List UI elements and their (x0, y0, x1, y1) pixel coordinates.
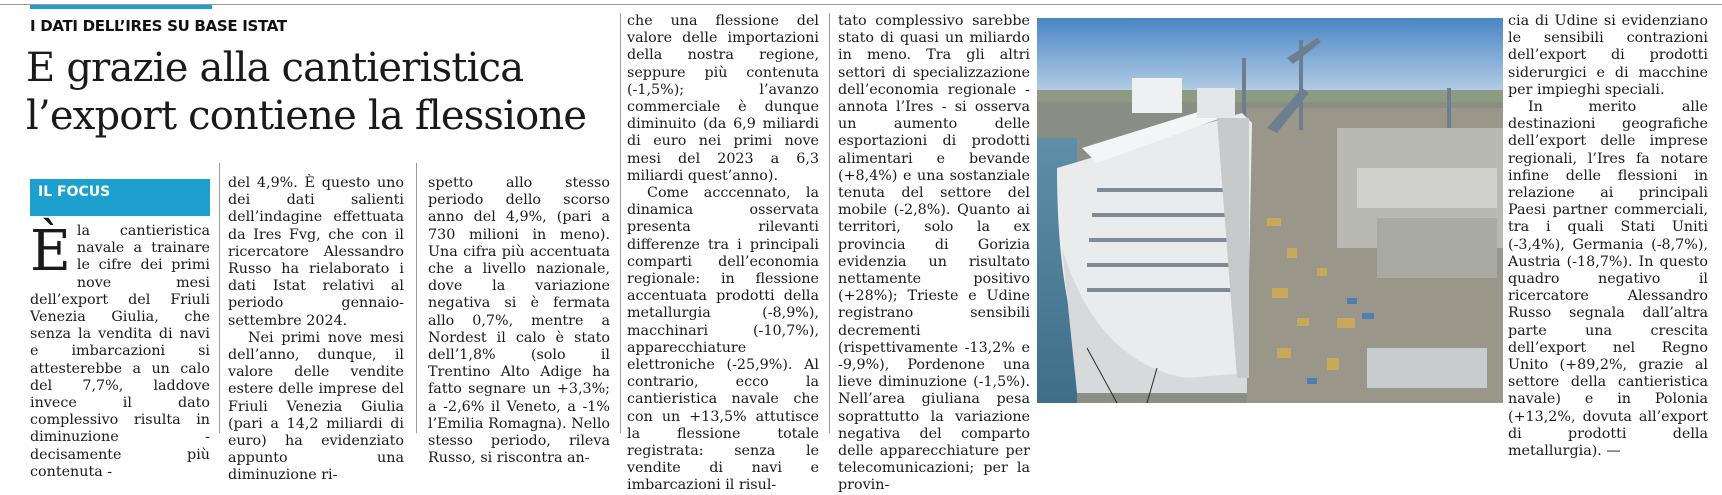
kicker-accent-bar (30, 5, 212, 9)
column-divider (829, 13, 830, 433)
article-column-2 (228, 175, 404, 484)
shipyard-photo (1037, 18, 1503, 403)
focus-label: IL FOCUS (38, 184, 111, 200)
paragraph-text: In merito alle destinazioni geografiche dell’export delle imprese regionali, l’Ires fa notare infine delle flessioni in relazione ai principali Paesi partner commerciali, tra i quali Stati Uniti (-3,4%), Germania (-8,7%), Austria (-18,7%). In questo quadro negativo il ricercatore Alessandro Russo segnala dall’altra parte una crescita dell’export nel Regno Unito (+89,2%, grazie al settore della cantieristica navale) e in Polonia (+13,2%, dovuta all’export di prodotti della metallurgia). (1508, 99, 1708, 460)
article-column-4 (627, 13, 819, 494)
paragraph: Nei primi nove mesi dell’anno, dunque, il valore delle vendite estere delle imprese del Friuli Venezia Giulia (pari a 14,2 miliardi di euro) ha evidenziato appunto una diminuzione ri- (228, 329, 404, 484)
end-mark: — (1606, 443, 1621, 460)
article-column-6 (1508, 13, 1708, 460)
shipyard-illustration (1037, 18, 1503, 403)
column-divider (416, 163, 417, 433)
paragraph: spetto allo stesso periodo dello scorso anno del 4,9%, (pari a 730 milioni in meno). Una cifra più accentuata che a livello nazionale, dove la variazione negativa si è fermata allo 0,7%, mentre a Nordest il calo è stato dell’1,8% (solo il Trentino Alto Adige ha fatto segnare un +3,3%; a -2,6% il Veneto, a -1% l’Emilia Romagna). Nello stesso periodo, rileva Russo, si riscontra an- (428, 175, 610, 467)
paragraph: cia di Udine si evidenziano le sensibili contrazioni dell’export di prodotti siderurgici e di macchine per impieghi speciali. (1508, 13, 1708, 98)
article-column-3 (428, 175, 610, 467)
headline-line-1: E grazie alla cantieristica (26, 45, 524, 91)
paragraph: tato complessivo sarebbe stato di quasi un miliardo in meno. Tra gli altri settori di specializzazione dell’economia regionale - annota l’Ires - si osserva un aumento delle esportazioni di prodotti alimentari e bevande (+8,4%) e una sostanziale tenuta del settore del mobile (-2,8%). Quanto ai territori, solo la ex provincia di Gorizia evidenzia un risultato nettamente positivo (+28%); Trieste e Udine registrano sensibili decrementi (rispettivamente -13,2% e -9,9%), Pordenone una lieve diminuzione (-1,5%). Nell’area giuliana pesa soprattutto la variazione negativa del comparto delle apparecchiature per telecomunicazioni; per la provin- (838, 13, 1030, 494)
paragraph: che una flessione del valore delle importazioni della nostra regione, seppure più contenuta (-1,5%); l’avanzo commerciale è dunque diminuito (da 6,9 miliardi di euro nei primi nove mesi del 2023 a 6,3 miliardi quest’anno). (627, 13, 819, 184)
paragraph: la cantieristica navale a trainare le cifre dei primi nove mesi dell’export del Friuli Venezia Giulia, che senza la vendita di navi e imbarcazioni si attesterebbe a un calo del 7,7%, laddove invece il dato complessivo risulta in diminuzione - decisamente più contenuta - (30, 223, 210, 480)
article-column-1 (30, 219, 210, 480)
focus-label-box (30, 179, 210, 216)
article-column-5 (838, 13, 1030, 494)
paragraph (1508, 99, 1708, 460)
column-divider (219, 163, 220, 433)
headline (26, 44, 626, 140)
headline-line-2: l’export contiene la flessione (26, 93, 587, 139)
column-divider (620, 13, 621, 433)
paragraph: del 4,9%. È questo uno dei dati salienti dell’indagine effettuata da Ires Fvg, che con il ricercatore Alessandro Russo ha rielaborato i dati Istat relativi al periodo gennaio-settembre 2024. (228, 175, 404, 329)
kicker: I DATI DELL’IRES SU BASE ISTAT (30, 17, 287, 35)
top-rule (0, 4, 1722, 5)
paragraph: Come acccennato, la dinamica osservata presenta rilevanti differenze tra i principali comparti dell’economia regionale: in flessione accentuata prodotti della metallurgia (-8,9%), macchinari (-10,7%), apparecchiature elettroniche (-25,9%). Al contrario, ecco la cantieristica navale che con un +13,5% attutisce la flessione totale registrata: senza le vendite di navi e imbarcazioni il risul- (627, 185, 819, 494)
drop-cap: È (30, 219, 71, 284)
